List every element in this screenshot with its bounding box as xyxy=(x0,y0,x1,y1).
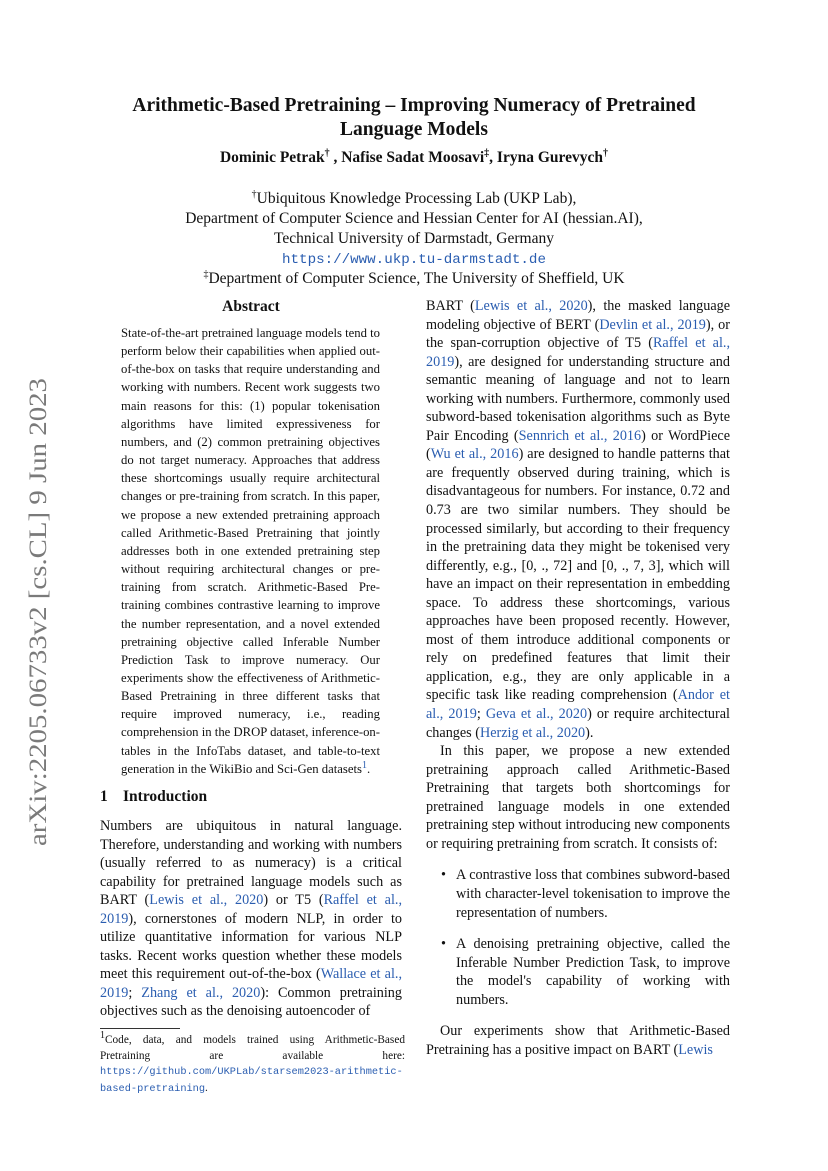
abstract-text xyxy=(121,324,380,778)
footnote xyxy=(100,1030,405,1098)
citation-link[interactable]: Raffel et al., 2019 xyxy=(426,335,730,370)
abstract-heading: Abstract xyxy=(222,298,280,315)
text-run: ) are designed to handle patterns that are frequently observed during training, which is disadvantageous for numbers. For instance, 0.72 and 0.73 are two similar numbers. They should be processed similarly, but according to their frequency in the pretraining data they might be tokenised very differently, e.g., [0, ., 72] and [0, ., 7, 3], which will have an impact on their representation in embedding space. To address these shortcomings, various approaches have been proposed recently. However, most of them introduce additional components or rely on predefined features that limit their application, e.g., they are only applicable in a specific task like reading comprehension ( xyxy=(426,446,730,704)
text-run: ) or WordPiece ( xyxy=(426,427,730,463)
author-mark: † xyxy=(324,147,330,159)
section-heading-introduction xyxy=(100,787,207,807)
affiliations xyxy=(100,189,728,289)
author-mark: ‡ xyxy=(484,147,490,159)
text-run: ; xyxy=(128,984,142,1001)
text-run: ), the masked language modeling objective of BERT ( xyxy=(426,298,731,333)
text-run: ): Common pretraining objectives such as the denoising autoencoder of xyxy=(100,984,402,1020)
author-name: Iryna Gurevych xyxy=(496,149,603,166)
footnote-divider xyxy=(100,1028,180,1029)
citation-link[interactable]: Lewis et al., 2020 xyxy=(149,892,264,909)
affiliation-line: Department of Computer Science, The University of Sheffield, UK xyxy=(208,270,625,287)
text-run: ), are designed for understanding structure and semantic meaning of language and not to learn working with numbers. Furthermore, commonly used subword-based tokenisation algorithms such as Byte Pair Encoding ( xyxy=(426,353,730,444)
text-run: ), cornerstones of modern NLP, in order to utilize quantitative information for various NLP tasks. Recent works question whether these models meet this requirement out-of-the-box ( xyxy=(100,910,402,983)
citation-link[interactable]: Herzig et al., 2020 xyxy=(479,724,586,741)
text-run: . xyxy=(205,1082,208,1095)
citation-link[interactable]: Sennrich et al., 2016 xyxy=(518,427,642,444)
author-list: Dominic Petrak† , Nafise Sadat Moosavi‡, Iryna Gurevych† xyxy=(219,147,608,166)
arxiv-identifier-stamp xyxy=(24,376,54,846)
text-run: Numbers are ubiquitous in natural language. Therefore, understanding and working with numbers (usually referred to as numeracy) is a critical capability for pretrained language models such as BART ( xyxy=(100,818,402,909)
affiliation-line: Technical University of Darmstadt, Germany xyxy=(274,230,554,247)
title-line-1: Arithmetic-Based Pretraining – Improving Numeracy of Pretrained xyxy=(132,95,696,116)
affiliation-line: Department of Computer Science and Hessian Center for AI (hessian.AI), xyxy=(185,210,643,227)
text-run: ). xyxy=(585,724,594,741)
affiliation-line: Ubiquitous Knowledge Processing Lab (UKP Lab), xyxy=(256,190,577,207)
body-paragraph: In this paper, we propose a new extended pretraining approach called Arithmetic-Based Pretraining that targets both shortcomings for pretrained language models in one extended pretraining step without introducing new components or requiring pretraining from scratch. It consists of: xyxy=(426,743,730,852)
text-run: BART ( xyxy=(426,298,475,314)
text-run: ) or T5 ( xyxy=(263,892,324,909)
paper-title xyxy=(100,94,728,142)
list-item-text: A contrastive loss that combines subword-based with character-level tokenisation to improve the representation of numbers. xyxy=(456,867,730,921)
citation-link[interactable]: Lewis xyxy=(678,1041,713,1058)
citation-link[interactable]: Lewis et al., 2020 xyxy=(474,298,588,314)
author-name: Dominic Petrak xyxy=(219,149,325,166)
list-item xyxy=(426,866,730,922)
abstract-end: . xyxy=(366,761,371,776)
citation-link[interactable]: Wu et al., 2016 xyxy=(430,446,519,463)
body-paragraph xyxy=(426,297,730,742)
text-run: ) or require architectural changes ( xyxy=(426,706,730,741)
section-title: Introduction xyxy=(123,788,208,805)
text-run: Our experiments show that Arithmetic-Based Pretraining has a positive impact on BART ( xyxy=(426,1023,730,1058)
section-number: 1 xyxy=(100,788,108,805)
intro-paragraph xyxy=(100,817,402,1021)
citation-link[interactable]: Zhang et al., 2020 xyxy=(141,984,261,1001)
text-run: ), or the span-corruption objective of T5 ( xyxy=(426,316,731,352)
footnote-text: Code, data, and models trained using Arithmetic-Based Pretraining are available here: xyxy=(100,1034,405,1062)
list-item xyxy=(426,935,730,1009)
contribution-list xyxy=(426,866,730,1009)
bullet-icon: • xyxy=(441,867,446,884)
title-line-2: Language Models xyxy=(340,119,488,140)
text-run: ; xyxy=(476,706,486,723)
citation-link[interactable]: Geva et al., 2020 xyxy=(485,706,588,723)
affiliation-mark: † xyxy=(251,188,257,200)
author-name: Nafise Sadat Moosavi xyxy=(341,149,485,166)
footnote-mark: 1 xyxy=(100,1030,105,1042)
affiliation-url-link[interactable]: https://www.ukp.tu-darmstadt.de xyxy=(282,252,546,268)
body-paragraph xyxy=(426,1022,730,1059)
footnote-ref-link[interactable]: 1 xyxy=(361,759,367,771)
arxiv-id-text: arXiv:2205.06733v2 [cs.CL] 9 Jun 2023 xyxy=(25,440,52,846)
author-mark: † xyxy=(603,147,608,159)
citation-link[interactable]: Raffel et al., 2019 xyxy=(100,892,402,927)
citation-link[interactable]: Devlin et al., 2019 xyxy=(599,316,706,333)
bullet-icon: • xyxy=(441,936,446,953)
right-column xyxy=(426,297,730,1059)
footnote-url-link[interactable]: https://github.com/UKPLab/starsem2023-arithmetic-based-pretraining xyxy=(100,1066,403,1096)
citation-link[interactable]: Wallace et al., 2019 xyxy=(100,966,402,1001)
abstract-paragraph: State-of-the-art pretrained language models tend to perform below their capabilities when applied out-of-the-box on tasks that require understanding and working with numbers. Recent work suggests two main reasons for this: (1) popular tokenisation algorithms have limited expressiveness for numbers, and (2) common pretraining objectives do not target numeracy. Approaches that address these shortcomings usually require architectural changes or pre-training from scratch. In this paper, we propose a new extended pretraining approach called Arithmetic-Based Pretraining that jointly addresses both in one extended pretraining step without requiring architectural changes or pre-training from scratch. Arithmetic-Based Pre-training combines contrastive learning to improve the number representation, and a novel extended pretraining objective called Inferable Number Prediction Task to improve numeracy. Our experiments show the effectiveness of Arithmetic-Based Pretraining in three different tasks that require improved numeracy, i.e., reading comprehension in the DROP dataset, inference-on-tables in the InfoTabs dataset, and table-to-text generation in the WikiBio and Sci-Gen datasets xyxy=(121,326,380,776)
affiliation-mark: ‡ xyxy=(203,268,209,280)
list-item-text: A denoising pretraining objective, called the Inferable Number Prediction Task, to improve the model's capability of working with numbers. xyxy=(456,936,730,1008)
citation-link[interactable]: Andor et al., 2019 xyxy=(426,687,731,723)
